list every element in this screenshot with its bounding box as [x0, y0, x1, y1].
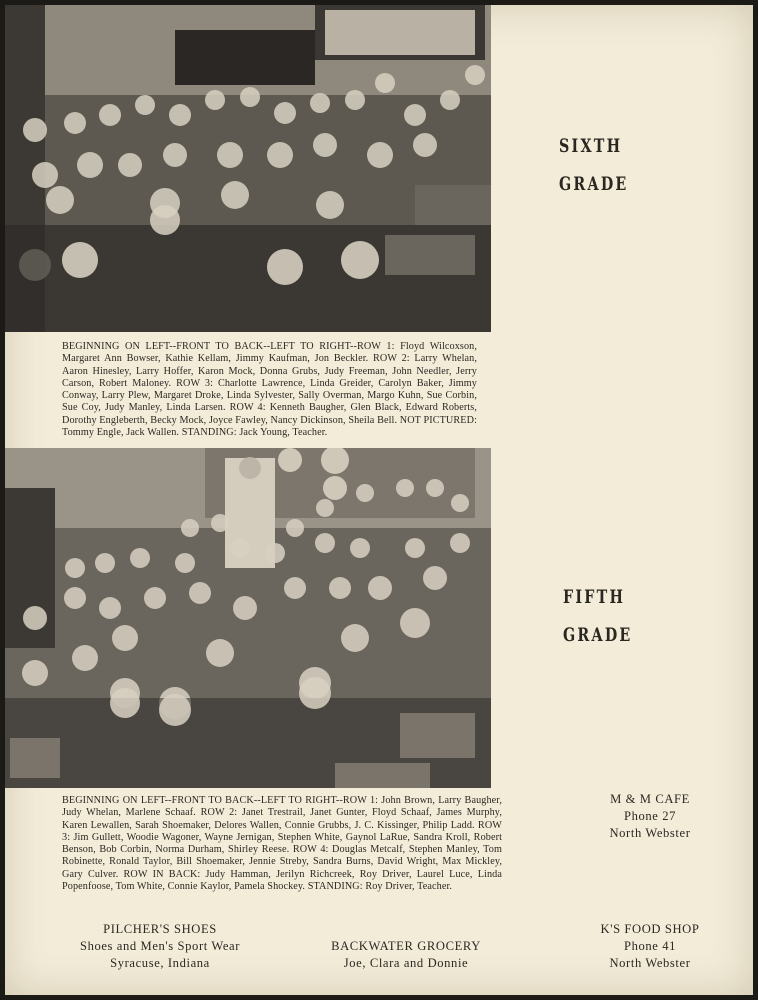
ad-ks-food-shop-location: North Webster	[609, 956, 691, 970]
ad-pilchers-shoes-location: Syracuse, Indiana	[110, 956, 210, 970]
ad-mm-cafe-phone: Phone 27	[623, 809, 677, 823]
ad-pilchers-shoes	[60, 921, 260, 972]
ad-pilchers-shoes-tagline: Shoes and Men's Sport Wear	[79, 939, 241, 953]
fifth-grade-caption: BEGINNING ON LEFT--FRONT TO BACK--LEFT TO RIGHT--ROW 1: John Brown, Larry Baugher, Judy Whelan, Marlene Schaaf. ROW 2: Janet Trestrail, Janet Gunter, Floyd Schaaf, James Murphy, Karen Lewallen, Sarah Shoemaker, Delores Wallen, Connie Grubbs, J. C. Kissinger, Philip Ladd. ROW 3: Jim Gullett, Woodie Wagoner, Wayne Jernigan, Stephen White, Gaynol LaRue, Sandra Kroll, Robert Benson, Bob Corbin, Norma Durham, Shirley Reese. ROW 4: Douglas Metcalf, Stephen Manley, Tom Robinette, Ronald Taylor, Bill Shoemaker, Jennie Streby, Sandra Burns, David Wright, Max Mickley, Gary Culver. ROW IN BACK: Judy Hamman, Jerilyn Richcreek, Roy Driver, Laurel Luce, Linda Popenfoose, Tom White, Connie Kaylor, Pamela Shockey. STANDING: Roy Driver, Teacher.	[62, 795, 502, 893]
sixth-grade-caption: BEGINNING ON LEFT--FRONT TO BACK--LEFT TO RIGHT--ROW 1: Floyd Wilcoxson, Margaret Ann Bowser, Kathie Kellam, Jimmy Kaufman, Jon Beckler. ROW 2: Larry Whelan, Aaron Hinesley, Larry Hoffer, Karon Mock, Donna Grubs, Judy Freeman, John Needler, Jerry Carson, Robert Maloney. ROW 3: Charlotte Lawrence, Linda Greider, Carolyn Baker, Jimmy Conway, Larry Plew, Margaret Droke, Linda Sylvester, Sally Overman, Margo Kuhn, Sue Corbin, Sue Coy, Judy Manley, Linda Larsen. ROW 4: Kenneth Baugher, Glen Black, Edward Roberts, Dorothy Engleberth, Becky Mock, Joyce Fawley, Nancy Dickinson, Sheila Bell. NOT PICTURED: Tommy Engle, Jack Wallen. STANDING: Jack Young, Teacher.	[62, 341, 477, 439]
ad-ks-food-shop	[565, 921, 735, 972]
ad-backwater-grocery	[311, 938, 501, 972]
ad-ks-food-shop-phone: Phone 41	[623, 939, 677, 953]
sixth-grade-heading	[559, 127, 629, 203]
fifth-grade-heading	[563, 578, 633, 654]
ad-mm-cafe	[565, 791, 735, 842]
fifth-grade-heading-line1: FIFTH	[563, 586, 626, 608]
ad-mm-cafe-location: North Webster	[609, 826, 691, 840]
ad-backwater-grocery-name: BACKWATER GROCERY	[331, 939, 481, 953]
ad-pilchers-shoes-name: PILCHER'S SHOES	[103, 922, 217, 936]
sixth-grade-class-photo	[5, 5, 491, 332]
sixth-grade-heading-line2: GRADE	[559, 173, 629, 195]
fifth-grade-class-photo	[5, 448, 491, 788]
yearbook-page	[5, 5, 753, 995]
fifth-grade-heading-line2: GRADE	[563, 624, 633, 646]
ad-mm-cafe-name: M & M CAFE	[610, 792, 690, 806]
sixth-grade-heading-line1: SIXTH	[559, 135, 623, 157]
ad-ks-food-shop-name: K'S FOOD SHOP	[600, 922, 700, 936]
ad-backwater-grocery-owners: Joe, Clara and Donnie	[343, 956, 469, 970]
